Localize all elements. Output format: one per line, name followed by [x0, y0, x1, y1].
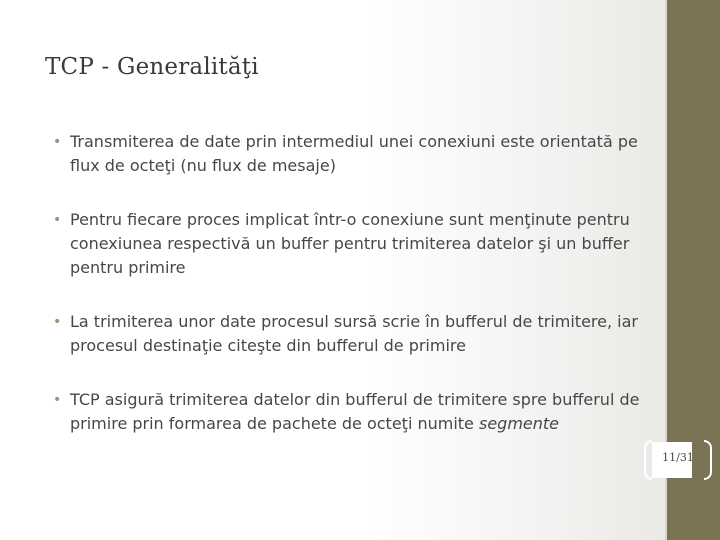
bullet-item-2 [53, 208, 643, 280]
bullet-dot-icon: • [53, 314, 62, 330]
bullet-text: Pentru fiecare proces implicat într-o conexiune sunt menţinute pentru conexiunea respectivă un buffer pentru trimiterea datelor şi un buffer pentru primire [70, 210, 630, 277]
page-number-badge [640, 440, 716, 482]
bullet-text: TCP asigură trimiterea datelor din bufferul de trimitere spre bufferul de primire prin formarea de pachete de octeţi numite [70, 390, 640, 433]
bullet-text: La trimiterea unor date procesul sursă scrie în bufferul de trimitere, iar procesul destinaţie citeşte din bufferul de primire [70, 312, 638, 355]
bullet-item-3 [53, 310, 643, 358]
slide-title: TCP - Generalităţi [45, 54, 259, 80]
bullet-dot-icon: • [53, 392, 62, 408]
bullet-item-4 [53, 388, 643, 436]
bullet-emphasis: segmente [478, 414, 560, 433]
bullet-item-1 [53, 130, 643, 178]
bullet-text: Transmiterea de date prin intermediul unei conexiuni este orientată pe flux de octeţi (nu flux de mesaje) [70, 132, 638, 175]
page-number-text: 11/31 [662, 451, 694, 464]
bullet-dot-icon: • [53, 212, 62, 228]
bullet-list [53, 130, 643, 436]
bullet-dot-icon: • [53, 134, 62, 150]
